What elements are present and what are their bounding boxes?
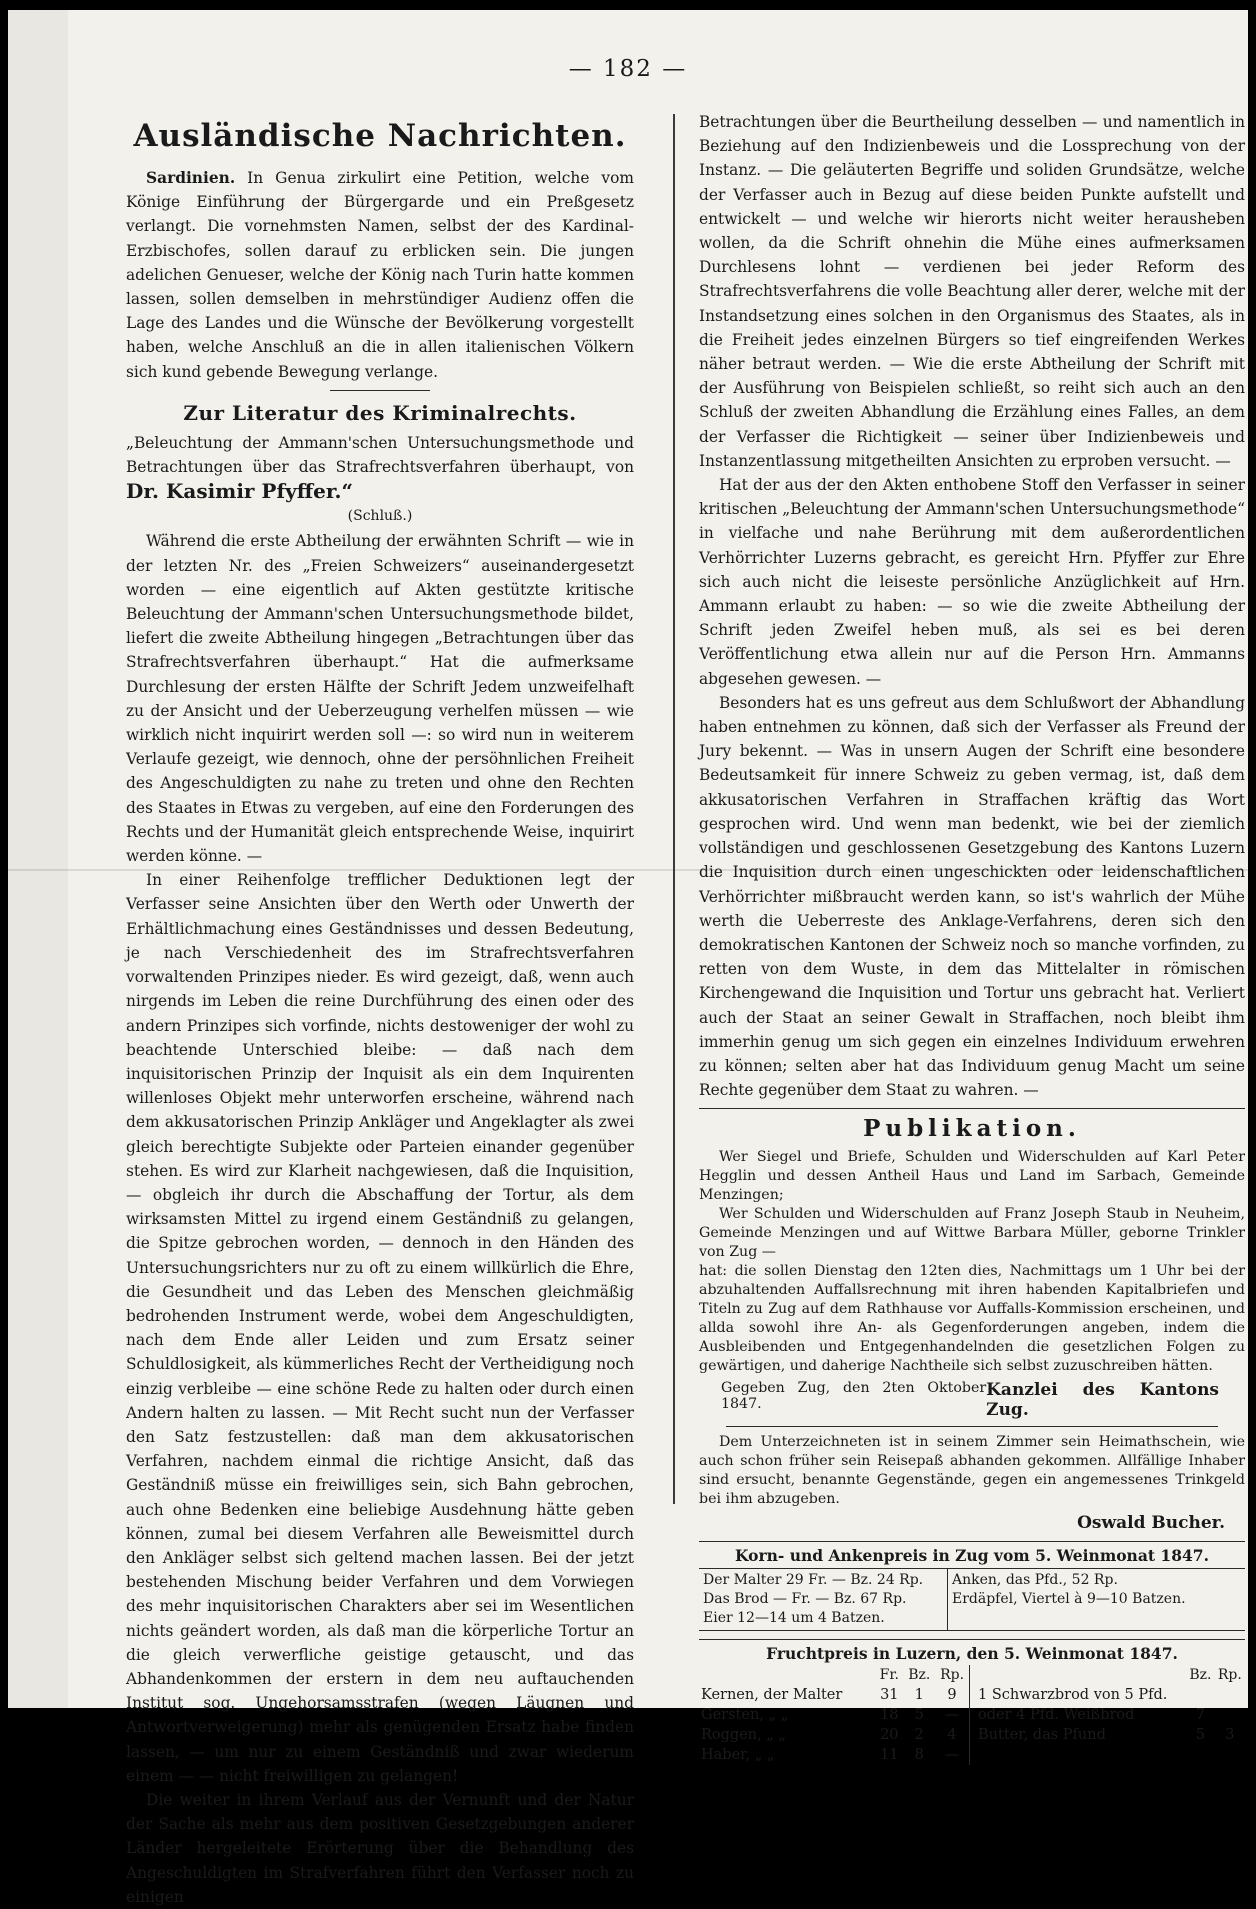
fruit-price-body xyxy=(699,1665,1245,1765)
cell-rp: 4 xyxy=(947,1727,957,1744)
table-row xyxy=(699,1685,969,1705)
page-shadow xyxy=(8,10,68,1708)
row-item: Gersten, „ „ xyxy=(701,1707,789,1724)
korn-price-rows xyxy=(699,1569,1245,1630)
literature-heading: Zur Literatur des Kriminalrechts. xyxy=(183,400,577,425)
korn-price-left xyxy=(699,1569,948,1630)
publication-title: Publikation. xyxy=(863,1115,1081,1143)
cell-bz: 5 xyxy=(1195,1727,1206,1744)
cell-bz xyxy=(1186,1685,1214,1705)
price-line: Anken, das Pfd., 52 Rp. xyxy=(952,1572,1118,1589)
lost-items-signature: Oswald Bucher. xyxy=(1077,1513,1225,1534)
page-number: — 182 — xyxy=(568,56,688,82)
column-header: Rp. xyxy=(940,1667,965,1684)
left-column xyxy=(126,110,634,1909)
price-line: Eier 12—14 um 4 Batzen. xyxy=(703,1610,885,1627)
fruit-price-heading: Fruchtpreis in Luzern, den 5. Weinmonat 1847. xyxy=(766,1644,1178,1664)
cell-rp xyxy=(1215,1685,1245,1705)
article-paragraph: Besonders hat es uns gefreut aus dem Schlußwort der Abhandlung haben entnehmen zu können, daß sich der Verfasser als Freund der Jury bekennt. — Was in unsern Augen der Schrift eine besondere Bedeutsamkeit für innere Schweiz zu geben vermag, ist, daß dem akkusatorischen Verfahren in Straffachen kräftig das Wort gesprochen wird. Und wenn man bedenkt, wie bei der ziemlich vollständigen und geschlossenen Gesetzgebung des Kantons Luzern die Inquisition durch einen ungeschickten oder leidenschaftlichen Verhörrichter mißbraucht werden kann, so ist's wahrlich der Mühe werth die Ueberreste des Anklage-Verfahrens, deren sich den demokratischen Kantonen der Schweiz noch so manche vorfinden, zu retten von dem Wuste, in dem das Mittelalter in römischen Kirchengewand die Inquisition und Tortur uns gebracht hat. Verliert auch der Staat an seiner Gewalt in Straffachen, noch bleibt ihm immerhin genug um sich gegen ein einzelnes Individuum erwehren zu können; selten aber hat das Individuum genug Macht um seine Rechte gegenüber dem Staat zu wahren. — xyxy=(699,693,1245,1100)
cell-fr: 11 xyxy=(880,1747,899,1764)
literature-intro xyxy=(126,431,634,506)
column-rule xyxy=(673,114,675,1504)
right-column xyxy=(699,110,1245,1765)
divider xyxy=(699,1108,1245,1109)
cell-bz: 1 xyxy=(914,1687,924,1704)
table-row xyxy=(699,1725,969,1745)
cell-rp: — xyxy=(944,1747,960,1764)
table-row xyxy=(699,1745,969,1765)
cell-rp xyxy=(1215,1705,1245,1725)
row-item: Haber, „ „ xyxy=(701,1747,775,1764)
column-header: Bz. xyxy=(908,1667,931,1684)
sardinien-label: Sardinien. xyxy=(146,169,236,187)
cell-rp: 9 xyxy=(947,1687,957,1704)
cell-fr: 31 xyxy=(880,1687,899,1704)
table-row xyxy=(976,1685,1245,1705)
korn-price-right xyxy=(948,1569,1190,1630)
publication-date: Gegeben Zug, den 2ten Oktober 1847. xyxy=(721,1380,987,1413)
literature-intro-text: „Beleuchtung der Ammann'schen Untersuchungsmethode und Betrachtungen über das Strafrechtsverfahren überhaupt, von xyxy=(126,433,634,477)
divider xyxy=(726,1426,1217,1427)
article-paragraph: Die weiter in ihrem Verlauf aus der Vernunft und der Natur der Sache als mehr aus dem positiven Gesetzgebungen anderer Länder hergeleitete Erörterung über die Behandlung des Angeschuldigten im Strafverfahren führt den Verfasser noch zu einigen xyxy=(126,1791,634,1906)
row-item: 1 Schwarzbrod von 5 Pfd. xyxy=(978,1687,1168,1704)
section-title: Ausländische Nachrichten. xyxy=(133,118,627,154)
newspaper-page xyxy=(8,10,1248,1906)
schluss-note: (Schluß.) xyxy=(347,508,413,525)
sardinien-text: In Genua zirkulirt eine Petition, welche vom Könige Einführung der Bürgergarde und ein Preßgesetz verlangt. Die vornehmsten Namen, selbst der des Kardinal-Erzbischofes, sollen darauf zu erblicken sein. Die jungen adelichen Genueser, welche der König nach Turin hatte kommen lassen, sollen demselben in mehrstündiger Audienz offen die Lage des Landes und die Wünsche der Bevölkerung vorgestellt haben, welche Anschluß an die in allen italienischen Völkern sich kund gebende Bewegung verlange. xyxy=(126,169,634,381)
publication-paragraph: hat: die sollen Dienstag den 12ten dies, Nachmittags um 1 Uhr bei der abzuhaltenden Auffallsrechnung mit ihren habenden Kapitalbriefen und Titeln zu Zug auf dem Rathhause vor Auffalls-Kommission erscheinen, und allda sowohl ihre An- als Gegenforderungen angeben, indem die Ausbleibenden und Entgegenhandelnden die gesetzlichen Folgen zu gewärtigen, und daherige Nachtheile sich selbst zuzuschreiben hätten. xyxy=(699,1263,1245,1375)
publication-paragraph: Wer Siegel und Briefe, Schulden und Widerschulden auf Karl Peter Hegglin und dessen Antheil Haus und Land im Sarbach, Gemeinde Menzingen; xyxy=(699,1149,1245,1204)
column-header: Rp. xyxy=(1217,1667,1242,1684)
table-row xyxy=(976,1705,1245,1725)
cell-fr: 20 xyxy=(880,1727,899,1744)
publication-footer xyxy=(699,1380,1245,1420)
column-header: Fr. xyxy=(879,1667,899,1684)
divider xyxy=(330,390,430,391)
cell-bz: 5 xyxy=(914,1707,924,1724)
table-header-row xyxy=(699,1665,969,1685)
lost-items-notice xyxy=(699,1433,1245,1533)
publication-signature: Kanzlei des Kantons Zug. xyxy=(986,1380,1219,1421)
price-line: Das Brod — Fr. — Bz. 67 Rp. xyxy=(703,1591,907,1608)
article-paragraph: Betrachtungen über die Beurtheilung desselben — und namentlich in Beziehung auf den Indizienbeweis und die Lossprechung von der Instanz. — Die geläuterten Begriffe und soliden Grundsätze, welche der Verfasser auch in Bezug auf diese beiden Punkte aufstellt und entwickelt — und welche wir hierorts nicht weiter herausheben wollen, da die Schrift ohnehin die Mühe eines aufmerksamen Durchlesens lohnt — verdienen bei jeder Reform des Strafrechtsverfahrens die volle Beachtung aller derer, welche mit der Instandsetzung eines solchen in den Organismus des Staates, als in die Freiheit jedes einzelnen Bürgers so tief eingreifenden Werkes näher betraut werden. — Wie die erste Abtheilung der Schrift mit der Ausführung von Beispielen schließt, so reiht sich auch an den Schluß der zweiten Abhandlung die Erzählung eines Falles, an dem der Verfasser die Richtigkeit — seiner über Indizienbeweis und Instanzentlassung mitgetheilten Ansichten zu erproben versucht. — xyxy=(699,113,1245,470)
column-header: Bz. xyxy=(1189,1667,1212,1684)
korn-price-box xyxy=(699,1541,1245,1631)
cell-rp: — xyxy=(944,1707,960,1724)
price-line: Erdäpfel, Viertel à 9—10 Batzen. xyxy=(952,1591,1186,1608)
lost-items-text: Dem Unterzeichneten ist in seinem Zimmer sein Heimathschein, wie auch schon früher sein Reisepaß abhanden gekommen. Allfällige Inhaber sind ersucht, benannte Gegenstände, gegen ein angemessenes Trinkgeld bei ihm abzugeben. xyxy=(699,1434,1245,1508)
price-line: Der Malter 29 Fr. — Bz. 24 Rp. xyxy=(703,1572,924,1589)
cell-bz: 7 xyxy=(1195,1707,1206,1724)
row-item: Butter, das Pfund xyxy=(978,1727,1106,1744)
table-row xyxy=(976,1725,1245,1745)
article-paragraph: Während die erste Abtheilung der erwähnten Schrift — wie in der letzten Nr. des „Freien Schweizers“ auseinandergesetzt worden — eine eigentlich auf Akten gestützte kritische Beleuchtung der Ammann'schen Untersuchungsmethode bildet, liefert die zweite Abtheilung hingegen „Betrachtungen über das Strafrechtsverfahren überhaupt.“ Hat die aufmerksame Durchlesung der ersten Hälfte der Schrift Jedem unzweifelhaft zu der Ansicht und der Ueberzeugung verhelfen müssen — wie wirklich nicht inquirirt werden soll —: so wird nun in weiterem Verlaufe gezeigt, wie dennoch, ohne der persöhnlichen Freiheit des Angeschuldigten zu nahe zu treten und ohne den Rechten des Staates in Etwas zu vergeben, auf eine den Forderungen des Rechts und der Humanität gleich entsprechende Weise, inquirirt werden könne. — xyxy=(126,532,634,866)
article-paragraph: Hat der aus der den Akten enthobene Stoff den Verfasser in seiner kritischen „Beleuchtung der Ammann'schen Untersuchungsmethode“ in vielfache und nahe Berührung mit dem außerordentlichen Verhörrichter Luzerns gebracht, es gereicht Hrn. Pfyffer zur Ehre sich auch nicht die leiseste persönliche Anzüglichkeit auf Hrn. Ammann erlaubt zu haben: — so wie die zweite Abtheilung der Schrift jeden Zweifel heben muß, als sei es bei deren Veröffentlichung etwa allein nur auf die Person Hrn. Ammanns abgesehen gewesen. — xyxy=(699,476,1245,688)
cell-bz: 2 xyxy=(914,1727,924,1744)
publication-notice xyxy=(699,1148,1245,1420)
row-item: Roggen, „ „ xyxy=(701,1727,786,1744)
bread-price-table xyxy=(970,1665,1245,1765)
cell-bz: 8 xyxy=(914,1747,924,1764)
row-item: oder 4 Pfd. Weißbrod xyxy=(978,1707,1135,1724)
sardinien-paragraph xyxy=(126,166,634,384)
table-row xyxy=(699,1705,969,1725)
row-item: Kernen, der Malter xyxy=(701,1687,843,1704)
table-header-row xyxy=(976,1665,1245,1685)
article-paragraph: In einer Reihenfolge trefflicher Deduktionen legt der Verfasser seine Ansichten über den Werth oder Unwerth der Erhältlichmachung eines Geständnisses und dessen Bedeutung, je nach Verschiedenheit des im Strafrechtsverfahren vorwaltenden Prinzipes nieder. Es wird gezeigt, daß, wenn auch nirgends im Leben die reine Durchführung des einen oder des andern Prinzipes sich vorfinde, nichts destoweniger der wohl zu beachtende Unterschied bleibe: — daß nach dem inquisitorischen Prinzip der Inquisit als ein dem Inquirenten willenloses Objekt mehr unterworfen erscheine, während nach dem akkusatorischen Prinzip Ankläger und Angeklagter als zwei gleich berechtigte Subjekte oder Parteien einander gegenüber stehen. Es wird zur Klarheit nachgewiesen, daß die Inquisition, — obgleich ihr durch die Abschaffung der Tortur, als dem wirksamsten Mittel zu irgend einem Geständniß zu gelangen, die Spitze gebrochen worden, — dennoch in den Händen des Untersuchungsrichters nur zu oft zu einem willkürlich die Ehre, die Gesundheit und das Leben des Menschen gleichmäßig bedrohenden Instrument werde, wobei dem Angeschuldigten, nach dem Ende aller Leiden und zum Ersatz seiner Schuldlosigkeit, als kümmerliches Recht der Vertheidigung noch einzig verbleibe — eine schöne Rede zu halten oder durch einen Andern halten zu lassen. — Mit Recht sucht nun der Verfasser den Satz festzustellen: daß man dem akkusatorischen Verfahren, nachdem einmal die richtige Ansicht, daß das Geständniß müsse ein freiwilliges sein, sich Bahn gebrochen, auch ohne Bedenken eine beliebige Ausdehnung hätte geben können, zumal bei diesem Verfahren alle Beweismittel durch den Ankläger selbst sich geltend machen lassen. Bei der jetzt bestehenden Mischung beider Verfahren und dem Vorwiegen des mehr inquisitorischen Charakters aber sei im Wesentlichen nichts geändert worden, als daß man die körperliche Tortur an die gleich verwerfliche geistige getauscht, und das Abhandenkommen der erstern in dem neu auftauchenden Institut sog. Ungehorsamsstrafen (wegen Läugnen und Antwortverweigerung) mehr als genügenden Ersatz habe finden lassen, — um nur zu einem Geständniß und zwar wiederum einem — — nicht freiwilligen zu gelangen! xyxy=(126,871,634,1785)
author-name: Dr. Kasimir Pfyffer.“ xyxy=(126,479,354,504)
korn-price-heading: Korn- und Ankenpreis in Zug vom 5. Weinmonat 1847. xyxy=(699,1542,1245,1569)
cell-rp: 3 xyxy=(1225,1727,1235,1744)
fruit-price-box xyxy=(699,1639,1245,1765)
publication-paragraph: Wer Schulden und Widerschulden auf Franz Joseph Staub in Neuheim, Gemeinde Menzingen und auf Wittwe Barbara Müller, geborne Trinkler von Zug — xyxy=(699,1206,1245,1261)
cell-fr: 18 xyxy=(880,1707,899,1724)
fruit-price-table xyxy=(699,1665,970,1765)
